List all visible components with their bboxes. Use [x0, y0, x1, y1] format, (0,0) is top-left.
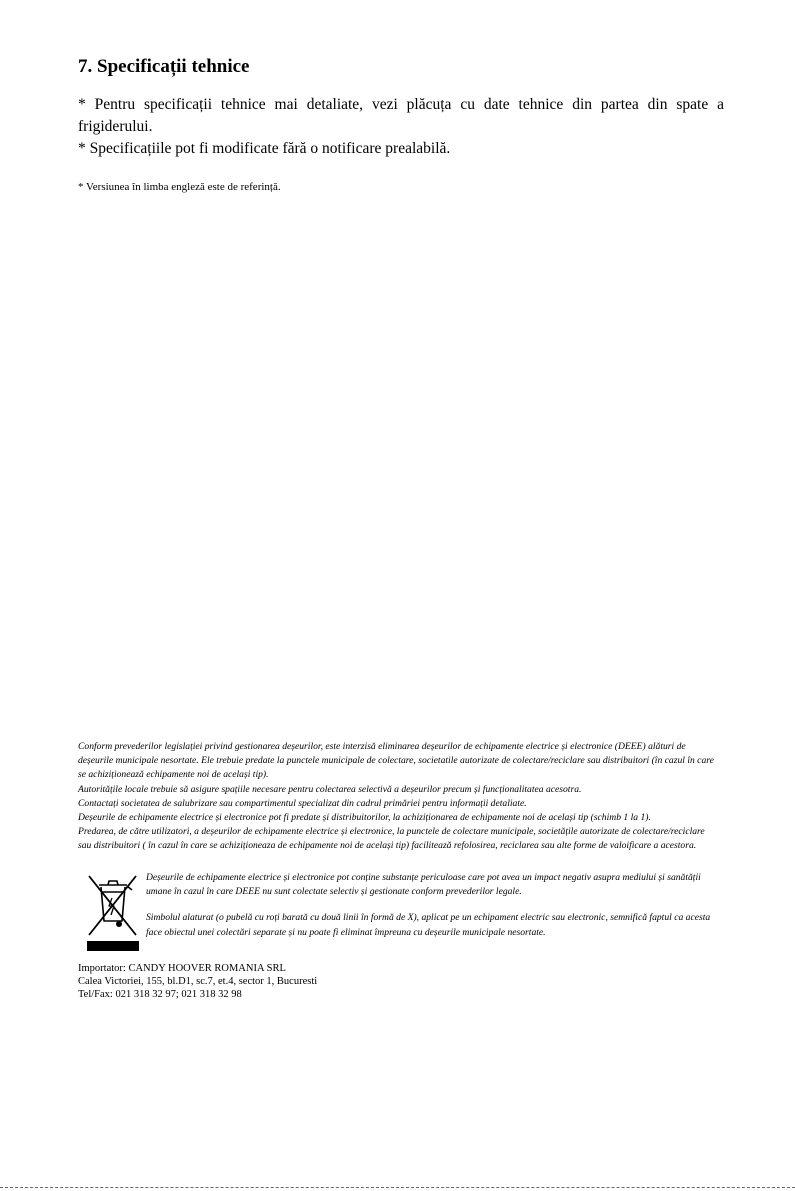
- page-bottom-divider: [0, 1187, 795, 1188]
- spec-note-detailed: * Pentru specificații tehnice mai detaliate, vezi plăcuța cu date tehnice din partea din spate a frigiderului.: [78, 96, 724, 135]
- weee-symbol-meaning-text: Simbolul alaturat (o pubelă cu roți barată cu două linii în formă de X), aplicat pe un echipament electric sau electronic, semnifică faptul ca acesta face obiectul unei colectări separate și nu poate fi eliminat împreuna cu deșeurile municipale nesortate.: [146, 912, 711, 938]
- weee-symbol-text: [146, 871, 720, 940]
- importer-phone: Tel/Fax: 021 318 32 97; 021 318 32 98: [78, 989, 242, 1000]
- weee-disposal-info: [78, 740, 720, 854]
- section-title: 7. Specificații tehnice: [78, 56, 250, 77]
- reference-language-note: * Versiunea în limba engleză este de referință.: [78, 181, 281, 193]
- weee-symbol-section: [78, 871, 720, 955]
- weee-paragraph: Deșeurile de echipamente electrice și electronice pot fi predate și distribuitorilor, la achiziționarea de echipamente noi de același tip (schimb 1 la 1).: [78, 812, 651, 824]
- bin-underline-bar: [87, 941, 139, 951]
- importer-name: Importator: CANDY HOOVER ROMANIA SRL: [78, 963, 286, 974]
- spec-note-modifications: * Specificațiile pot fi modificate fără o notificare prealabilă.: [78, 140, 451, 157]
- weee-paragraph: Contactați societatea de salubrizare sau compartimentul specializat din cadrul primăriei pentru informații detaliate.: [78, 797, 527, 809]
- importer-address: Calea Victoriei, 155, bl.D1, sc.7, et.4, sector 1, Bucuresti: [78, 976, 318, 987]
- specs-block: [78, 94, 724, 160]
- weee-paragraph: Predarea, de către utilizatori, a deșeurilor de echipamente electrice și electronice, la punctele de colectare municipale, societățile autorizate de colectare/reciclare sau distribuitori ( în cazul în care se achiziționeaza de echipamente noi de același tip) facilitează refolosirea, reciclarea sau alte forme de valoificare a acestora.: [78, 826, 705, 852]
- importer-info: [78, 962, 317, 1001]
- weee-paragraph: Conform prevederilor legislației privind gestionarea deșeurilor, este interzisă eliminarea deșeurilor de echipamente electrice și electronice (DEEE) alături de deșeurile municipale nesortate. Ele trebuie predate la punctele municipale de colectare, societatile autorizate de colectare/reciclare sau distribuitori (în cazul în care se achiziționează echipamente noi de același tip).: [78, 741, 714, 781]
- crossed-out-wheelie-bin-icon: [84, 871, 140, 955]
- weee-hazard-text: Deșeurile de echipamente electrice și electronice pot conține substanțe periculoase care pot avea un impact negativ asupra mediului și sanătății umane în cazul în care DEEE nu sunt colectate selectiv și gestionate conform prevederilor legale.: [146, 872, 701, 898]
- weee-paragraph: Autoritățile locale trebuie să asigure spațiile necesare pentru colectarea selectivă a deșeurilor precum și funcționalitatea acesotra.: [78, 783, 582, 795]
